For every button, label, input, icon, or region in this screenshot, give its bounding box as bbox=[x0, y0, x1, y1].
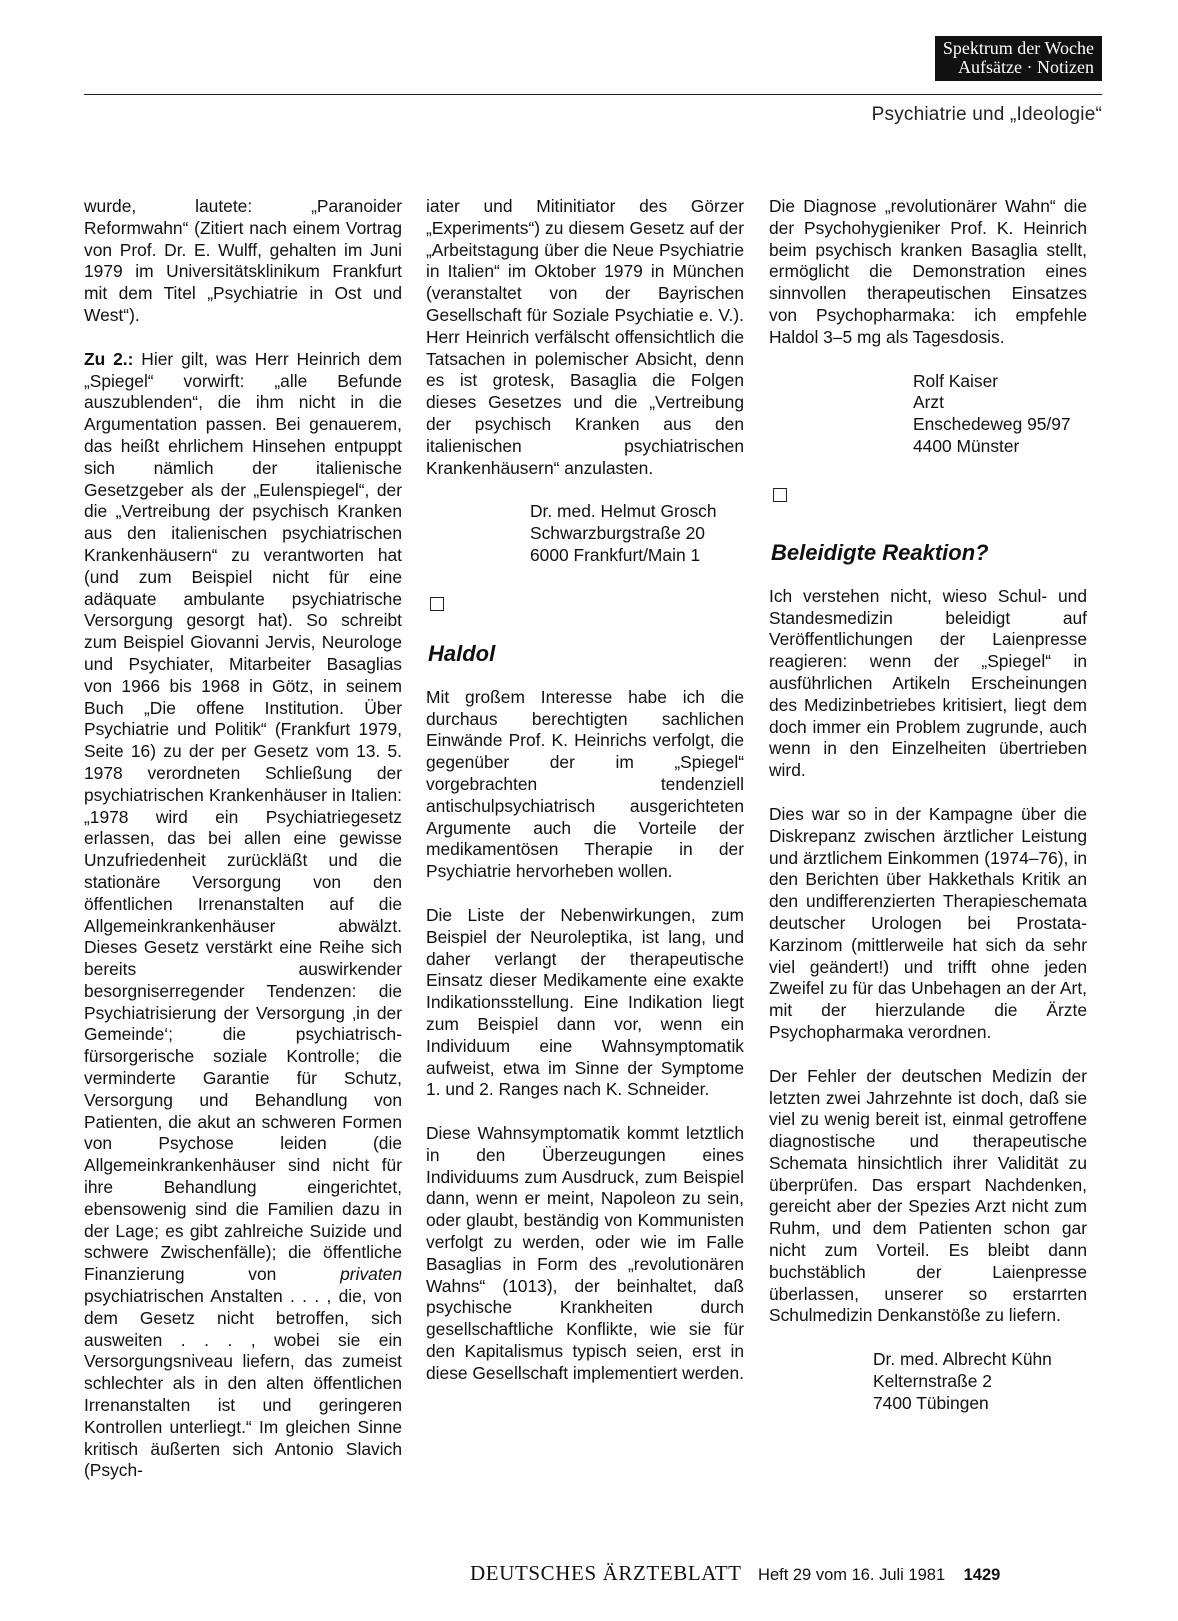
signature-line: Kelternstraße 2 bbox=[873, 1371, 992, 1392]
paragraph: iater und Mitinitiator des Görzer „Experiments“) zu diesem Gesetz auf der „Arbeitstagung über die Neue Psychiatrie in Italien“ im Oktober 1979 in München (veranstaltet von der Bayrischen Gesellschaft für Soziale Psychiatie e. V.). Herr Heinrich verfälscht offensichtlich die Tatsachen in polemischer Absicht, denn es ist grotesk, Basaglia die Folgen dieses Gesetzes und die „Vertreibung der psychisch Kranken aus den italienischen psychiatrischen Krankenhäusern“ anzulasten. bbox=[426, 196, 744, 478]
signature-line: 7400 Tübingen bbox=[873, 1392, 989, 1413]
signature-line: 6000 Frankfurt/Main 1 bbox=[530, 544, 701, 565]
signature-block bbox=[769, 371, 1087, 458]
article-heading: Haldol bbox=[428, 640, 496, 666]
signature-line: Arzt bbox=[913, 392, 944, 413]
article-heading: Beleidigte Reaktion? bbox=[771, 539, 989, 565]
paragraph-label: Zu 2.: bbox=[84, 348, 134, 369]
signature-line: Dr. med. Helmut Grosch bbox=[530, 501, 717, 522]
column-1 bbox=[84, 196, 402, 1482]
signature-block bbox=[426, 501, 744, 566]
column-2 bbox=[426, 196, 744, 1385]
paragraph-text: Hier gilt, was Herr Heinrich dem „Spiegel“ vorwirft: „alle Befunde auszublenden“, die ihm nicht in die Argumentation passen. Bei genauerem, das heißt ehrlichem Hinsehen entpuppt sich nämlich der italienische Gesetzgeber als der „Eulenspiegel“, der die „Vertreibung der psychisch Kranken aus den italienischen psychiatrischen Krankenhäusern“ zu verantworten hat (und zum Beispiel nicht für eine adäquate ambulante psychiatrische Versorgung gesorgt hat). So schreibt zum Beispiel Giovanni Jervis, Neurologe und Psychiater, Mitarbeiter Basaglias von 1966 bis 1968 in Götz, in seinem Buch „Die offene Institution. Über Psychiatrie und Politik“ (Frankfurt 1979, Seite 16) zu der per Gesetz vom 13. 5. 1978 verordneten Schließung der psychiatrischen Krankenhäuser in Italien: „1978 wird ein Psychiatriegesetz erlassen, das bei allen eine gewisse Unzufriedenheit zurückläßt und die stationäre Versorgung von den öffentlichen Irrenanstalten auf die Allgemeinkrankenhäuser abwälzt. Dieses Gesetz verstärkt eine Reihe sich bereits auswirkender besorgniserregender Tendenzen: die Psychiatrisierung der Versorgung ‚in der Gemeinde‘; die psychiatrisch-fürsorgerische soziale Kontrolle; die verminderte Garantie für Schutz, Versorgung und Behandlung von Patienten, die akut an schweren Formen von Psychose leiden (die Allgemeinkrankenhäuser sind nicht für ihre Behandlung eingerichtet, ebensowenig sind die Familien dazu in der Lage; es gibt zahlreiche Suizide und schwere Zwischenfälle); die öffentliche Finanzierung von bbox=[84, 348, 402, 1285]
section-tag bbox=[935, 36, 1102, 81]
issue-info: Heft 29 vom 16. Juli 1981 bbox=[758, 1566, 946, 1584]
emphasis: privaten bbox=[340, 1264, 402, 1285]
paragraph: Der Fehler der deutschen Medizin der letzten zwei Jahrzehnte ist doch, daß sie viel zu wenig bereit ist, einmal getroffene diagnostische und therapeutische Schemata hinsichtlich ihrer Validität zu überprüfen. Das erspart Nachdenken, gereicht aber der Spezies Arzt nicht zum Ruhm, und dem Patienten schon gar nicht zum Vorteil. Es bleibt dann buchstäblich der Laienpresse überlassen, unserer so erstarrten Schulmedizin Denkanstöße zu liefern. bbox=[769, 1065, 1087, 1326]
paragraph: Die Diagnose „revolutionärer Wahn“ die der Psychohygieniker Prof. K. Heinrich beim psychisch kranken Basaglia stellt, ermöglicht die Demonstration eines sinnvollen therapeutischen Einsatzes von Psychopharmaka: ich empfehle Haldol 3–5 mg als Tagesdosis. bbox=[769, 196, 1087, 347]
end-mark-box bbox=[773, 488, 787, 502]
paragraph: Dies war so in der Kampagne über die Diskrepanz zwischen ärztlicher Leistung und ärztlichem Einkommen (1974–76), in den Berichten über Hakkethals Kritik an den undifferenzierten Therapieschemata deutscher Urologen bei Prostata-Karzinom (mittlerweile hat sich da sehr viel geändert!) und trifft ohne jeden Zweifel zu für das Unbehagen an der Art, mit der hierzulande die Ärzte Psychopharmaka verordnen. bbox=[769, 803, 1087, 1042]
signature-line: 4400 Münster bbox=[913, 435, 1020, 456]
paragraph bbox=[84, 349, 402, 1482]
signature-block bbox=[769, 1349, 1087, 1414]
signature-line: Schwarzburgstraße 20 bbox=[530, 523, 705, 544]
end-mark-box bbox=[430, 597, 444, 611]
journal-name: DEUTSCHES ÄRZTEBLATT bbox=[470, 1561, 742, 1585]
page-number: 1429 bbox=[963, 1566, 1001, 1584]
paragraph: Die Liste der Nebenwirkungen, zum Beispiel der Neuroleptika, ist lang, und daher verlangt der therapeutische Einsatz dieser Medikamente eine exakte Indikationsstellung. Eine Indikation liegt zum Beispiel dann vor, wenn ein Individuum eine Wahnsymptomatik aufweist, etwa im Sinne der Symptome 1. und 2. Ranges nach K. Schneider. bbox=[426, 904, 744, 1100]
column-3 bbox=[769, 196, 1087, 1415]
section-tag-line-2: Aufsätze · Notizen bbox=[958, 57, 1094, 77]
paragraph: Ich verstehen nicht, wieso Schul- und Standesmedizin beleidigt auf Veröffentlichungen der Laienpresse reagieren: wenn der „Spiegel“ in ausführlichen Artikeln Erscheinungen des Medizinbetriebes kritisiert, liegt dem doch immer ein Problem zugrunde, auch wenn in den Einzelheiten übertrieben wird. bbox=[769, 585, 1087, 781]
page-footer bbox=[470, 1561, 1000, 1586]
signature-line: Dr. med. Albrecht Kühn bbox=[873, 1349, 1052, 1370]
paragraph: Mit großem Interesse habe ich die durchaus berechtigten sachlichen Einwände Prof. K. Heinrichs verfolgt, die gegenüber der im „Spiegel“ vorgebrachten tendenziell antischulpsychiatrisch ausgerichteten Argumente auch die Vorteile der medikamentösen Therapie in der Psychiatrie hervorheben wollen. bbox=[426, 686, 744, 882]
paragraph-text: psychiatrischen Anstalten . . . , die, von dem Gesetz nicht betroffen, sich ausweiten . . . , wobei sie ein Versorgungsniveau liefern, das zumeist schlechter als in den alten öffentlichen Irrenanstalten ist und geringeren Kontrollen unterliegt.“ Im gleichen Sinne kritisch äußerten sich Antonio Slavich (Psych- bbox=[84, 1286, 402, 1481]
paragraph: Diese Wahnsymptomatik kommt letztlich in den Überzeugungen eines Individuums zum Ausdruck, zum Beispiel dann, wenn er meint, Napoleon zu sein, oder glaubt, beständig von Kommunisten verfolgt zu werden, oder wie im Falle Basaglias in Form des „revolutionären Wahns“ (1013), der beinhaltet, daß psychische Krankheiten durch gesellschaftliche Konflikte, wie sie für den Kapitalismus typisch seien, erst in diese Gesellschaft implementiert werden. bbox=[426, 1123, 745, 1383]
header-rule bbox=[84, 94, 1102, 95]
section-tag-line-1: Spektrum der Woche bbox=[942, 38, 1094, 58]
signature-line: Enschedeweg 95/97 bbox=[913, 414, 1071, 435]
paragraph: wurde, lautete: „Paranoider Reformwahn“ (Zitiert nach einem Vortrag von Prof. Dr. E. Wulff, gehalten im Juni 1979 im Universitätsklinikum Frankfurt mit dem Titel „Psychiatrie in Ost und West“). bbox=[84, 196, 402, 325]
signature-line: Rolf Kaiser bbox=[913, 370, 999, 391]
running-head: Psychiatrie und „Ideologie“ bbox=[871, 104, 1102, 125]
